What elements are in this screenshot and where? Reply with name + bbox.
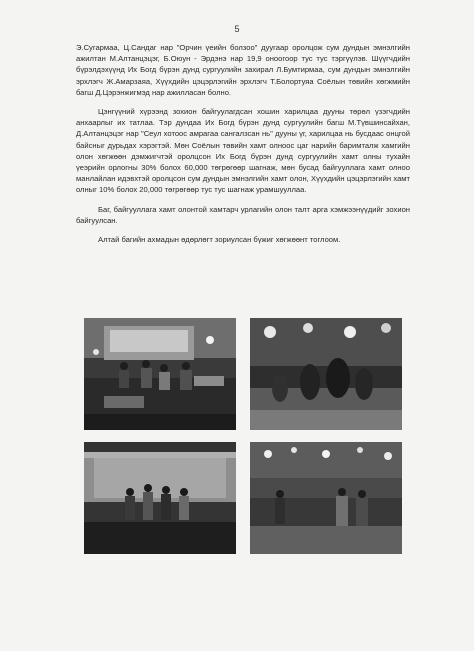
paragraph-4: Алтай багийн ахмадын өдөрлөгт зориулсан бүжиг хөгжөөнт тоглоом. — [98, 235, 341, 245]
paragraph-3: Баг, байгууллага хамт олонтой хамтарч урлагийн олон талт арга хэмжээнүүдийг зохион байгуулсан. — [76, 204, 410, 225]
photo-group-on-stage — [84, 442, 236, 554]
paragraph-2: Цэнгүүний хүрээнд зохион байгуулагдсан хошин харилцаа дууны төрөл үзэгчдийн анхаарлыг их татлаа. Тэр дундаа Их Богд бүрэн дунд сургуулийн багш М.Түвшинсайхан, Д.Алтанцэцэг нар "Сеул хотоос амрагаа сангалзсан нь" дууны үг, харилцаа нь бусдаас онцгой байсныг дурьдах хэрэгтэй. Мөн Соёлын төвийн хамт олноос цаг нарийн баримталж хамгийн олон хөгжөөн дэмжигчтэй оролцсон Их Богд бүрэн дунд сургуулийн хамт олны тухайн үеэрийн орлогны 30% болох 60,000 төгрөгөөр шагнаж, мөн бусад байгууллага хамт олноо манлайлан идэвхтэй оролцсон сум дундын эмнэлгийн хамт олон, Хүүхдийн цэцэрлэгийн хамт олныг 10% болох 20,000 төгрөгөөр тус тус шагнаж урамшууллаа. — [76, 107, 410, 195]
photo-dancing-hall-lights — [250, 442, 402, 554]
photo-grid — [84, 318, 404, 560]
photo-group-on-stage-image — [84, 442, 236, 554]
document-body — [76, 42, 410, 253]
photo-elders-seated-hall-image — [84, 318, 236, 430]
photo-dancing-hall-lights-image — [250, 442, 402, 554]
photo-dancing-blur — [250, 318, 402, 430]
photo-elders-seated-hall — [84, 318, 236, 430]
photo-dancing-blur-image — [250, 318, 402, 430]
paragraph-1: Э.Сугармаа, Ц.Сандаг нар "Орчин үеийн болзоо" дуугаар оролцож сум дундын эмнэлгийн ажилтан М.Алтанцэцэг, Б.Оюун - Эрдэнэ нар 19,9 оноогоор тус тус тэргүүлэв. Шүүгчдийн бүрэлдэхүүнд Их Богд бүрэн дунд сургуулийн захирал Л.Бумтирмаа, сум дундын эмнэлгийн эрхлэгч Ж.Амарзаяа, Хүүхдийн цэцэрлэгийн эрхлэгч Т.Болортуяа Соёлын төвийн хөгжмийн багш Д.Цэрэнжигмэд нар ажилласан болно. — [76, 43, 410, 97]
page-number: 5 — [234, 24, 240, 34]
